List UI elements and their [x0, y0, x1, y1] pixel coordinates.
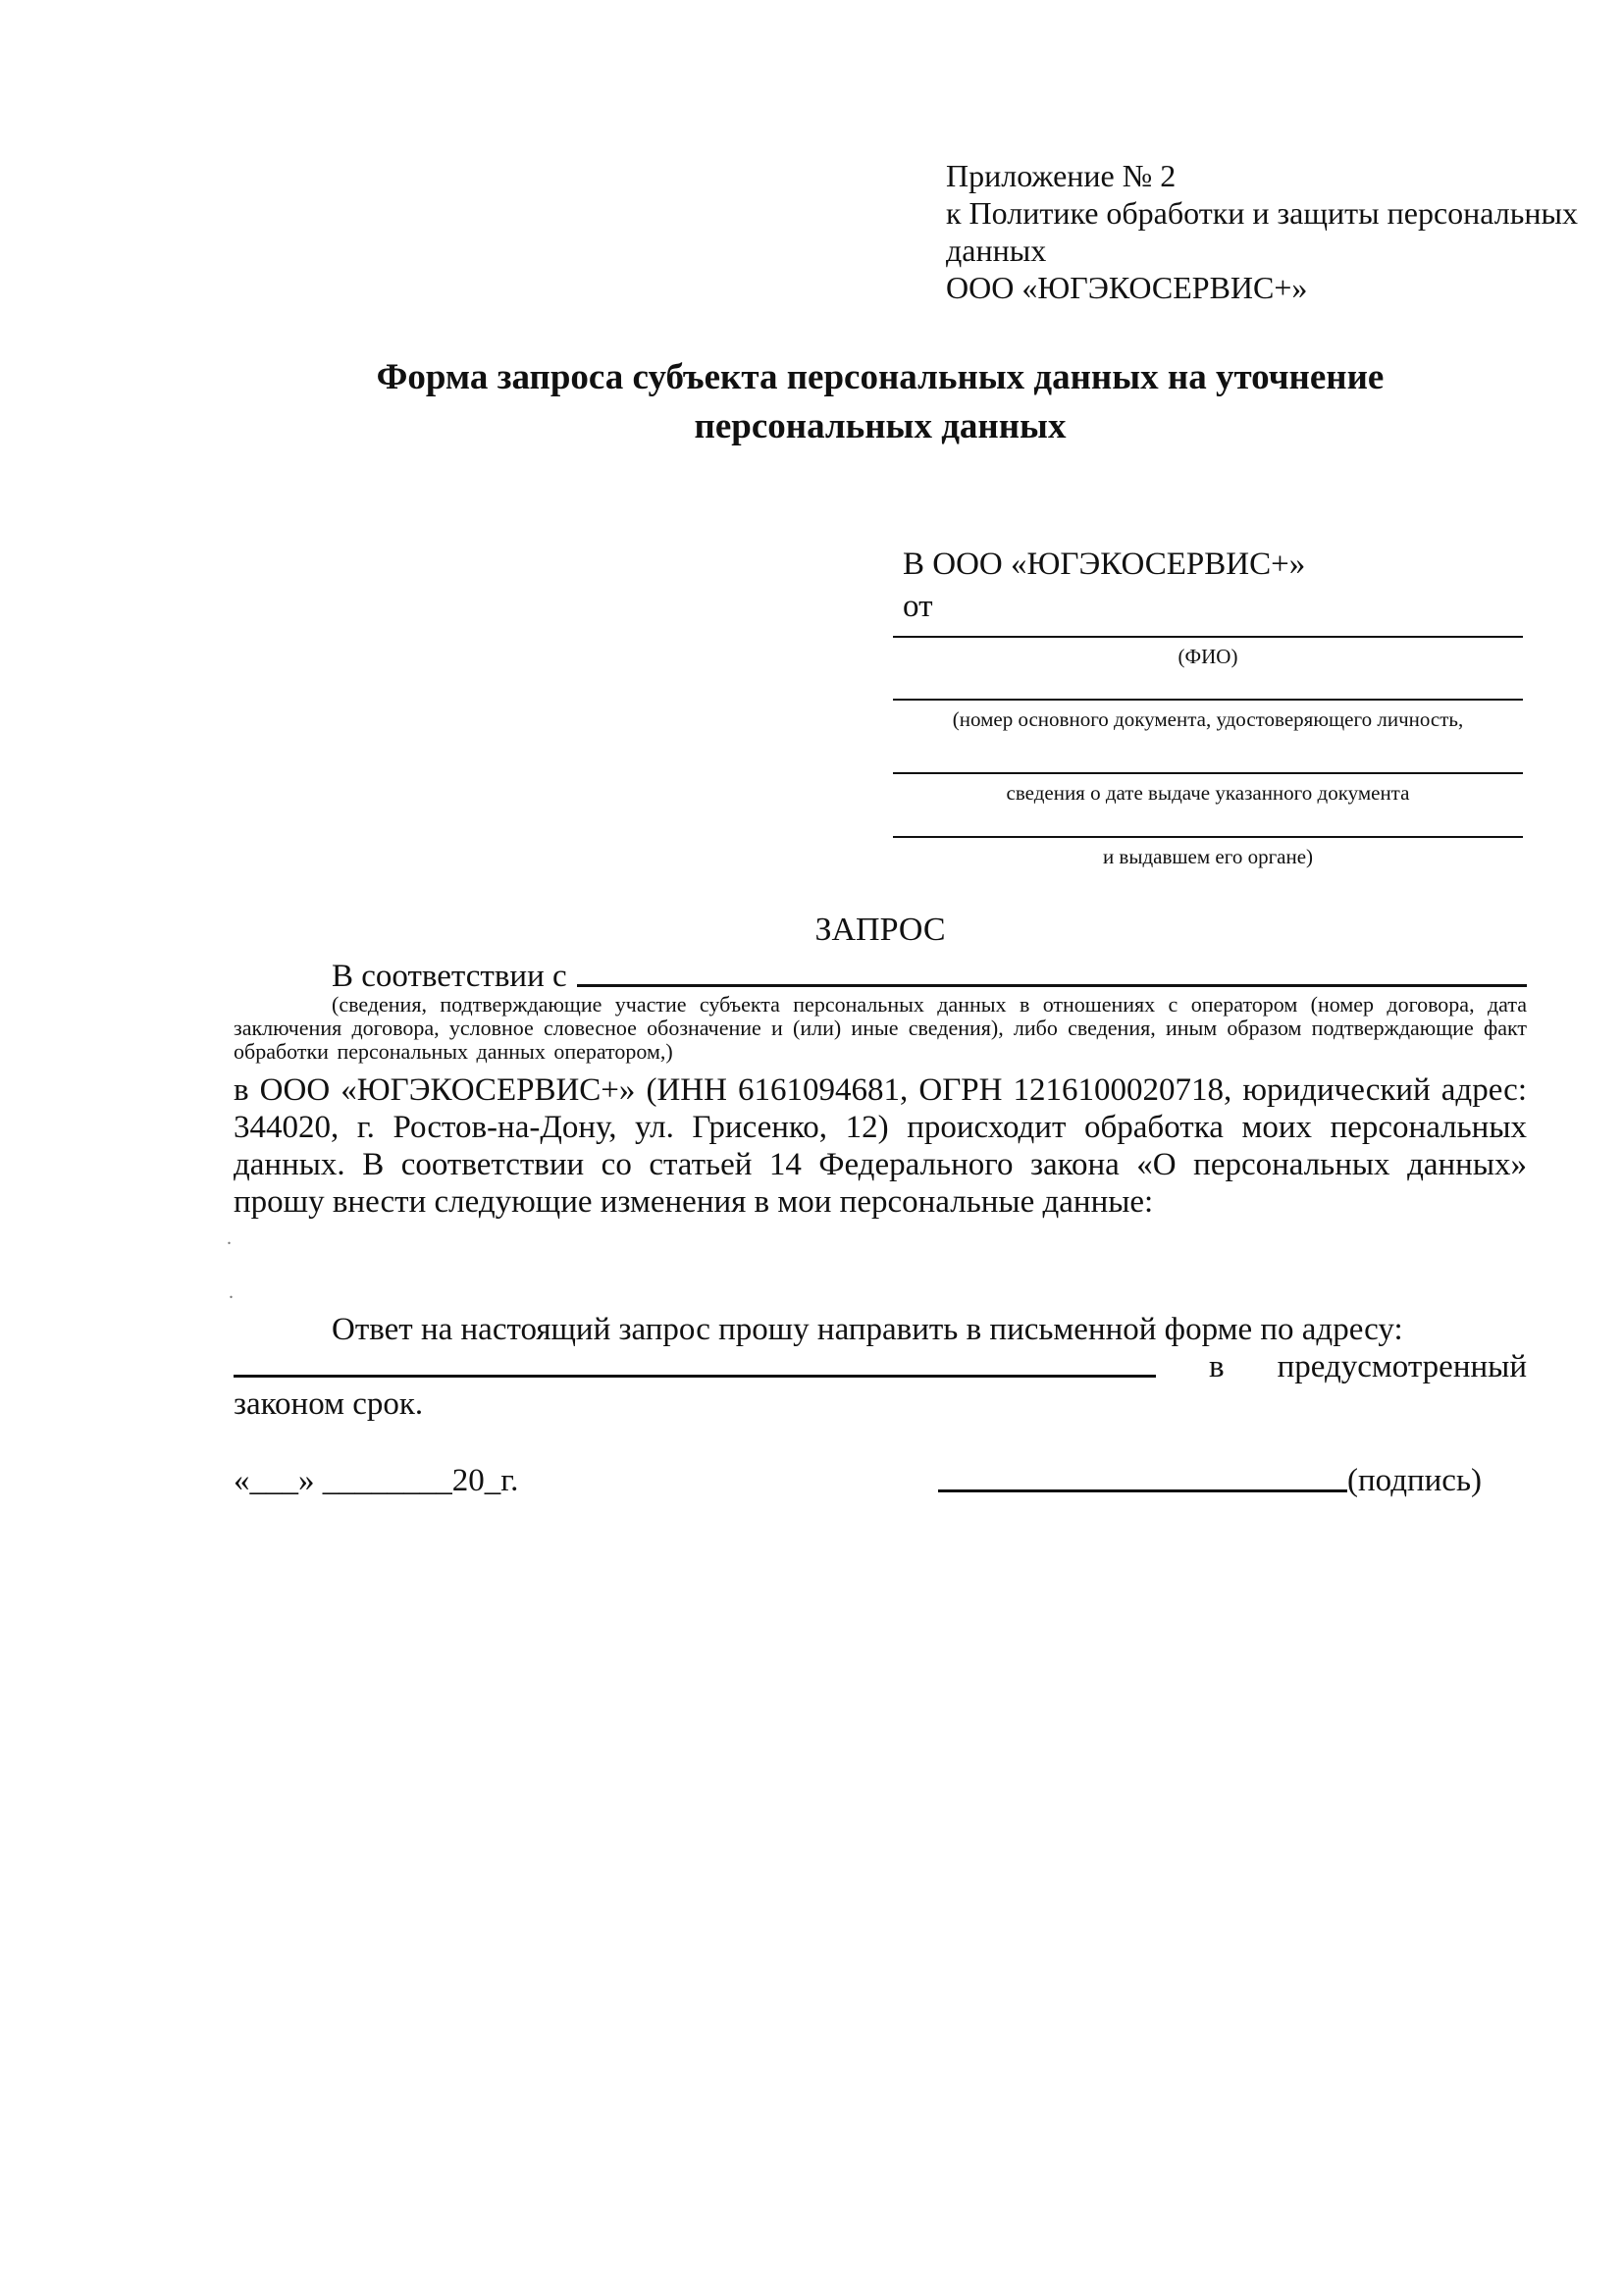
- reply-word-term: предусмотренный: [1277, 1349, 1527, 1384]
- reply-word-in: в: [1209, 1349, 1225, 1384]
- paragraph-indent: [234, 958, 332, 995]
- basis-prefix: В соответствии с: [332, 959, 567, 994]
- issue-date-caption: сведения о дате выдаче указанного документа: [1006, 781, 1410, 805]
- issue-date-blank-line[interactable]: [893, 772, 1523, 774]
- reply-sentence-end: законом срок.: [234, 1386, 424, 1422]
- document-number-blank-line[interactable]: [893, 699, 1523, 701]
- signature-blank-line[interactable]: [938, 1462, 1347, 1492]
- basis-row: [234, 958, 1527, 995]
- appendix-line: к Политике обработки и защиты персональных: [946, 195, 1578, 231]
- issuing-authority-blank-line[interactable]: [893, 836, 1523, 838]
- addressee-to: В ООО «ЮГЭКОСЕРВИС+»: [903, 547, 1306, 582]
- document-number-caption: (номер основного документа, удостоверяющего личность,: [952, 707, 1464, 731]
- signature-row: [938, 1462, 1482, 1499]
- stray-dot: .: [227, 1227, 232, 1249]
- appendix-line: Приложение № 2: [946, 158, 1177, 193]
- fio-caption: (ФИО): [1178, 645, 1238, 668]
- signature-caption: (подпись): [1347, 1463, 1482, 1498]
- page-title: [234, 353, 1527, 451]
- request-heading: ЗАПРОС: [814, 912, 946, 948]
- appendix-line: данных: [946, 233, 1047, 268]
- reply-address-row: [234, 1348, 1527, 1385]
- appendix-header: [946, 157, 1578, 306]
- basis-blank-line[interactable]: [577, 958, 1527, 987]
- stray-dot: .: [229, 1281, 234, 1303]
- appendix-line: ООО «ЮГЭКОСЕРВИС+»: [946, 270, 1308, 305]
- request-body: в ООО «ЮГЭКОСЕРВИС+» (ИНН 6161094681, ОГРН 1216100020718, юридический адрес: 344020, г. Ростов-на-Дону, ул. Грисенко, 12) происходит обработка моих персональных данных. В соответствии со статьей 14 Федерального закона «О персональных данных» прошу внести следующие изменения в мои персональные данные:: [234, 1072, 1527, 1220]
- fio-blank-line[interactable]: [893, 636, 1523, 638]
- page-title-line: Форма запроса субъекта персональных данных на уточнение: [376, 357, 1385, 397]
- issuing-authority-caption: и выдавшем его органе): [1102, 845, 1314, 868]
- basis-note: (сведения, подтверждающие участие субъекта персональных данных в отношениях с оператором (номер договора, дата заключения договора, условное словесное обозначение и (или) иные сведения), либо сведения, иным образом подтверждающие факт обработки персональных данных оператором,): [234, 992, 1527, 1064]
- page-title-line: персональных данных: [694, 406, 1067, 446]
- reply-address-blank-line[interactable]: [234, 1348, 1156, 1378]
- addressee-from-label: от: [903, 589, 933, 624]
- date-blank[interactable]: «___» ________20_г.: [234, 1463, 519, 1498]
- reply-sentence: Ответ на настоящий запрос прошу направить в письменной форме по адресу:: [332, 1312, 1403, 1347]
